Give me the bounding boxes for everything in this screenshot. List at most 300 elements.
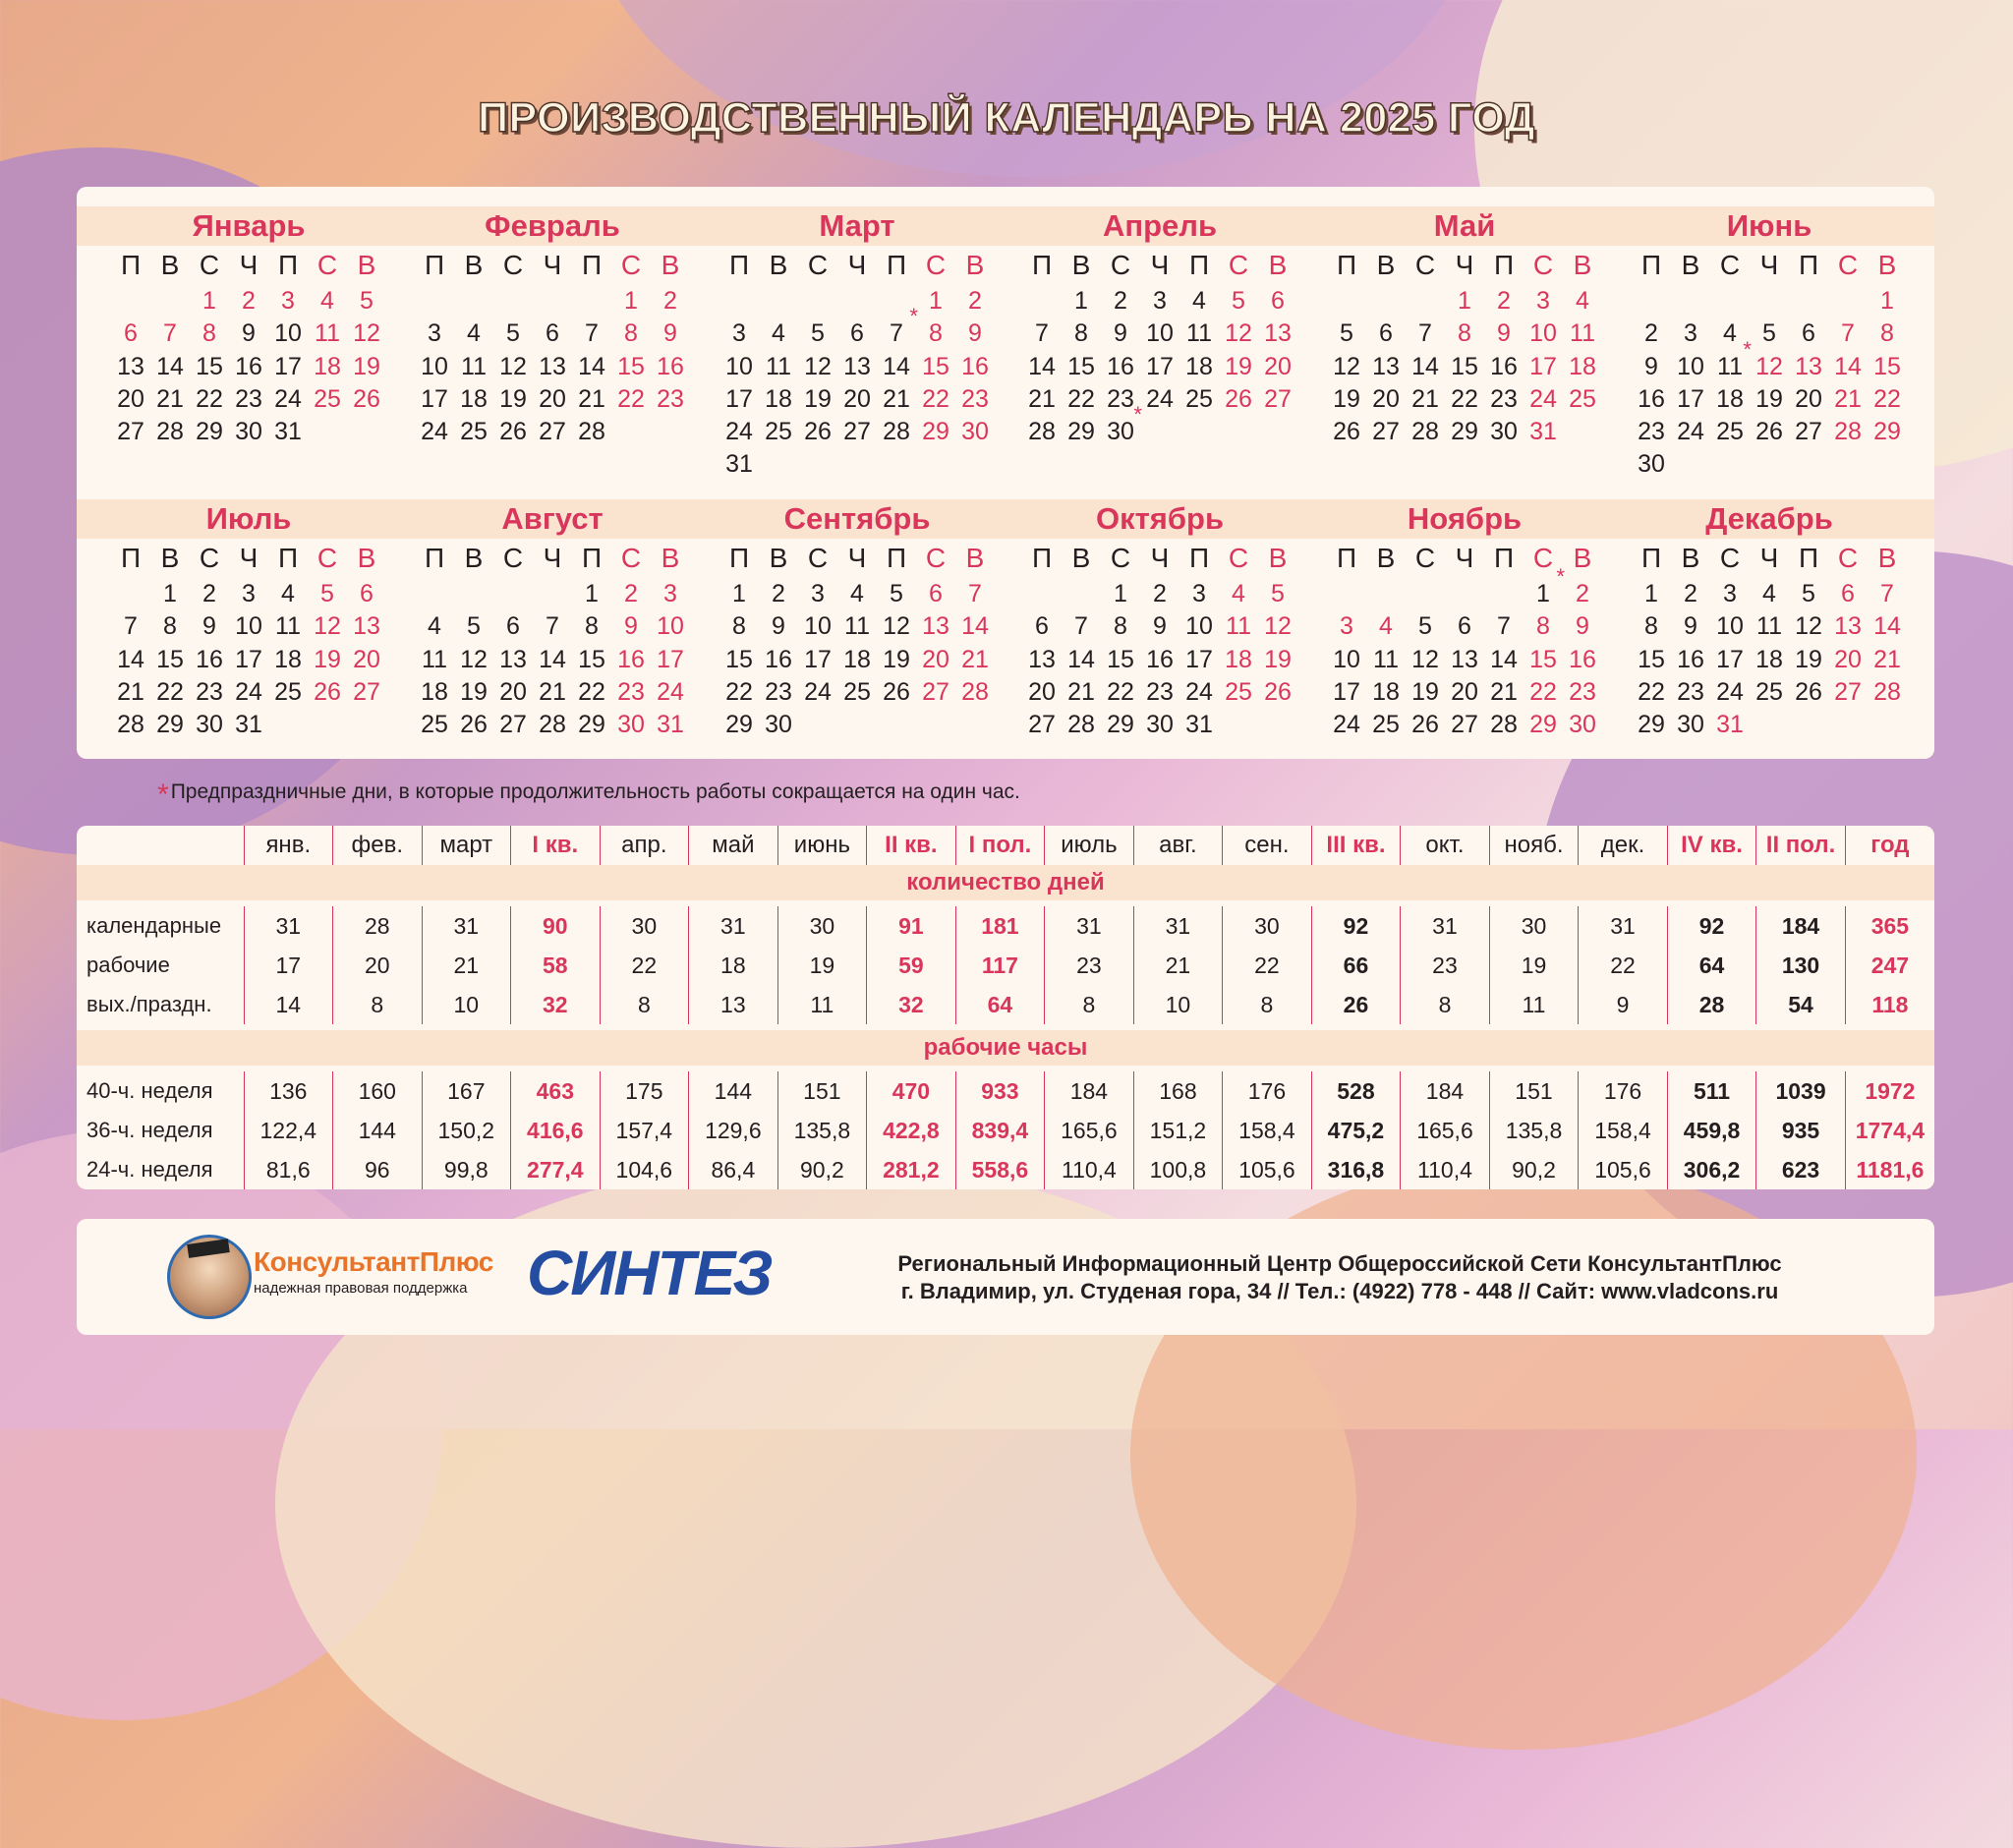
day-cell: 17 <box>1146 352 1174 380</box>
day-cell: 30 * <box>1107 402 1141 446</box>
day-cell: 8 <box>732 612 746 641</box>
table-cell: 365 <box>1845 906 1934 946</box>
weekday-label: Ч <box>1455 250 1474 280</box>
days-grid <box>415 285 721 448</box>
column-header: II кв. <box>867 826 956 865</box>
day-cell: 29 <box>725 711 753 739</box>
column-header: апр. <box>600 826 689 865</box>
weekday-label: Ч <box>1150 250 1170 280</box>
day-cell: 27 <box>1795 418 1822 446</box>
weekday-header <box>719 246 1026 285</box>
weekday-label: С <box>620 543 642 573</box>
column-header: I кв. <box>511 826 601 865</box>
summary-table <box>77 826 1934 1189</box>
column-header: дек. <box>1579 826 1668 865</box>
day-cell: 19 <box>804 384 832 413</box>
day-cell: 1 <box>929 287 943 315</box>
row-label: 24-ч. неделя <box>86 1157 213 1182</box>
day-cell: 16 <box>1146 645 1174 673</box>
day-cell: 26 <box>1333 418 1360 446</box>
weekday-label: С <box>1228 543 1249 573</box>
weekday-label: В <box>1268 543 1288 573</box>
day-cell: 2 <box>1576 580 1589 607</box>
day-cell: 12 <box>804 352 832 380</box>
table-cell: 30 <box>600 906 689 946</box>
weekday-label: С <box>316 250 338 280</box>
day-cell: 19 <box>1755 384 1783 413</box>
table-cell: 1181,6 <box>1845 1150 1934 1189</box>
table-cell: 176 <box>1579 1071 1668 1111</box>
table-cell: 11 <box>777 985 867 1024</box>
weekday-label: В <box>1071 543 1091 573</box>
day-cell: 21 <box>961 645 989 673</box>
empty-cell <box>798 285 837 318</box>
day-cell: 7 <box>1418 319 1432 348</box>
weekday-label: С <box>1110 543 1131 573</box>
column-header: май <box>689 826 778 865</box>
day-cell: 27 <box>1834 677 1862 706</box>
day-cell: 16 <box>235 352 262 380</box>
day-cell: 5 <box>360 287 374 315</box>
table-row <box>77 906 1934 946</box>
month-name: Сентябрь <box>783 501 931 536</box>
day-cell: 18 <box>843 645 871 673</box>
weekday-label: В <box>769 250 788 280</box>
table-cell: 839,4 <box>955 1111 1045 1150</box>
table-cell: 30 <box>1489 906 1579 946</box>
table-cell: 158,4 <box>1223 1111 1312 1150</box>
table-cell: 1774,4 <box>1845 1111 1934 1150</box>
weekday-header <box>1022 246 1329 285</box>
day-cell: 29 <box>1529 711 1557 739</box>
empty-cell <box>1710 285 1750 318</box>
day-cell: 7 * <box>890 304 917 348</box>
day-cell: 24 <box>421 418 448 446</box>
day-cell: 20 <box>539 384 566 413</box>
day-cell: 10 <box>1146 319 1174 348</box>
day-cell: 15 <box>156 645 184 673</box>
empty-cell <box>1828 285 1868 318</box>
table-cell: 511 <box>1667 1071 1756 1111</box>
day-cell: 17 <box>1716 645 1744 673</box>
day-cell: 1 <box>732 580 746 607</box>
footer-info <box>765 1250 1915 1305</box>
day-cell: 5 <box>1802 580 1815 607</box>
table-cell: 129,6 <box>689 1111 778 1150</box>
weekday-label: С <box>502 250 524 280</box>
table-cell: 26 <box>1311 985 1401 1024</box>
day-cell: 19 <box>1411 677 1439 706</box>
weekday-label: В <box>965 543 985 573</box>
day-cell: 1 * <box>1536 564 1564 607</box>
month-block <box>1632 206 1938 482</box>
day-cell: 11 <box>275 612 301 641</box>
day-cell: 5 <box>1418 612 1432 641</box>
weekday-label: С <box>1719 543 1741 573</box>
day-cell: 3 <box>242 580 256 607</box>
days-grid <box>719 578 1026 741</box>
day-cell: 25 <box>460 418 488 446</box>
weekday-header <box>1327 246 1634 285</box>
column-header: янв. <box>244 826 333 865</box>
day-cell: 29 <box>1067 418 1095 446</box>
section-row <box>77 865 1934 900</box>
asterisk-icon: * <box>1555 564 1564 589</box>
weekday-label: С <box>1414 250 1436 280</box>
weekday-header <box>111 539 418 578</box>
day-cell: 25 <box>1755 677 1783 706</box>
day-cell: 27 <box>539 418 566 446</box>
day-cell: 24 <box>235 677 262 706</box>
empty-cell <box>1750 285 1789 318</box>
day-cell: 18 <box>1185 352 1213 380</box>
weekday-label: Ч <box>847 250 867 280</box>
empty-cell <box>150 285 190 318</box>
table-cell: 81,6 <box>244 1150 333 1189</box>
day-cell: 6 <box>1802 319 1815 348</box>
day-cell: 5 <box>1762 319 1776 348</box>
day-cell: 9 <box>624 612 638 641</box>
empty-cell <box>1022 285 1062 318</box>
table-cell: 104,6 <box>600 1150 689 1189</box>
table-cell: 181 <box>955 906 1045 946</box>
weekday-label: Ч <box>1150 543 1170 573</box>
day-cell: 20 <box>1451 677 1478 706</box>
table-cell: 463 <box>511 1071 601 1111</box>
weekday-label: С <box>502 543 524 573</box>
days-grid <box>111 578 418 741</box>
table-cell: 1972 <box>1845 1071 1934 1111</box>
day-cell: 13 <box>353 612 380 641</box>
asterisk-icon: * <box>1742 336 1751 362</box>
empty-cell <box>1632 285 1671 318</box>
day-cell: 13 <box>922 612 949 641</box>
day-cell: 9 <box>772 612 785 641</box>
day-cell: 26 <box>1264 677 1292 706</box>
day-cell: 7 <box>124 612 138 641</box>
day-cell: 29 <box>1873 418 1901 446</box>
day-cell: 26 <box>1225 384 1252 413</box>
month-name: Апрель <box>1102 208 1218 243</box>
weekday-label: П <box>886 250 907 280</box>
table-cell: 20 <box>333 946 423 985</box>
month-block <box>1632 499 1938 741</box>
empty-cell <box>415 285 454 318</box>
day-cell: 21 <box>578 384 605 413</box>
column-header: год <box>1845 826 1934 865</box>
day-cell: 19 <box>1795 645 1822 673</box>
day-cell: 6 <box>124 319 138 348</box>
table-cell: 168 <box>1133 1071 1223 1111</box>
table-cell: 151,2 <box>1133 1111 1223 1150</box>
day-cell: 30 <box>235 418 262 446</box>
day-cell: 28 <box>1411 418 1439 446</box>
weekday-label: С <box>1228 250 1249 280</box>
table-cell: 21 <box>422 946 511 985</box>
day-cell: 14 <box>539 645 566 673</box>
weekday-label: П <box>1188 250 1210 280</box>
weekday-header <box>1632 539 1938 578</box>
month-name: Декабрь <box>1705 501 1833 536</box>
weekday-label: П <box>1336 543 1357 573</box>
weekday-label: В <box>1376 543 1396 573</box>
day-cell: 31 <box>274 418 302 446</box>
day-cell: 2 <box>968 287 982 315</box>
table-cell: 122,4 <box>244 1111 333 1150</box>
day-cell: 12 <box>1225 319 1252 348</box>
day-cell: 22 <box>617 384 645 413</box>
day-cell: 13 <box>843 352 871 380</box>
day-cell: 31 <box>1716 711 1744 739</box>
day-cell: 12 <box>1333 352 1360 380</box>
day-cell: 14 <box>1411 352 1439 380</box>
table-cell: 22 <box>1223 946 1312 985</box>
table-cell: 32 <box>867 985 956 1024</box>
day-cell: 10 <box>657 612 684 641</box>
day-cell: 1 <box>202 287 216 315</box>
day-cell: 19 <box>314 645 341 673</box>
month-name: Январь <box>192 208 306 243</box>
day-cell: 30 <box>617 711 645 739</box>
table-header-row <box>77 826 1934 865</box>
footer-line-2: г. Владимир, ул. Студеная гора, 34 // Тел.: (4922) 778 - 448 // Сайт: www.vladcons.ru <box>900 1279 1779 1303</box>
day-cell: 23 <box>961 384 989 413</box>
weekday-label: П <box>581 543 603 573</box>
table-cell: 150,2 <box>422 1111 511 1150</box>
day-cell: 14 <box>961 612 989 641</box>
day-cell: 4 <box>1762 580 1776 607</box>
row-label: 36-ч. неделя <box>86 1118 213 1142</box>
table-row <box>77 1071 1934 1111</box>
day-cell: 13 <box>1834 612 1862 641</box>
day-cell: 24 <box>1146 384 1174 413</box>
table-cell: 422,8 <box>867 1111 956 1150</box>
weekday-label: С <box>1532 543 1554 573</box>
day-cell: 20 <box>843 384 871 413</box>
table-cell: 18 <box>689 946 778 985</box>
table-cell: 184 <box>1401 1071 1490 1111</box>
day-cell: 24 <box>1333 711 1360 739</box>
day-cell: 22 <box>156 677 184 706</box>
day-cell: 27 <box>353 677 380 706</box>
day-cell: 1 <box>1880 287 1894 315</box>
table-cell: 30 <box>777 906 867 946</box>
day-cell: 14 <box>1067 645 1095 673</box>
days-grid <box>1632 578 1938 741</box>
day-cell: 19 <box>1225 352 1252 380</box>
table-cell: 90,2 <box>777 1150 867 1189</box>
column-header: авг. <box>1133 826 1223 865</box>
day-cell: 30 <box>1638 450 1665 479</box>
month-name: Июнь <box>1726 208 1812 243</box>
empty-cell <box>572 285 611 318</box>
month-name: Март <box>819 208 895 243</box>
day-cell: 19 <box>460 677 488 706</box>
day-cell: 22 <box>1451 384 1478 413</box>
day-cell: 29 <box>1107 711 1134 739</box>
day-cell: 16 <box>961 352 989 380</box>
day-cell: 28 <box>1834 418 1862 446</box>
table-cell: 31 <box>1401 906 1490 946</box>
table-cell: 32 <box>511 985 601 1024</box>
table-cell: 160 <box>333 1071 423 1111</box>
month-block <box>111 499 418 741</box>
day-cell: 29 <box>196 418 223 446</box>
footnote <box>157 773 1020 811</box>
table-cell: 416,6 <box>511 1111 601 1150</box>
day-cell: 3 <box>1723 580 1737 607</box>
day-cell: 23 <box>1569 677 1596 706</box>
day-cell: 24 <box>804 677 832 706</box>
day-cell: 10 <box>1529 319 1557 348</box>
weekday-label: Ч <box>239 250 259 280</box>
table-cell: 176 <box>1223 1071 1312 1111</box>
day-cell: 26 <box>499 418 527 446</box>
table-cell: 135,8 <box>777 1111 867 1150</box>
day-cell: 17 <box>1185 645 1213 673</box>
day-cell: 3 <box>1192 580 1206 607</box>
empty-cell <box>1406 578 1445 610</box>
day-cell: 10 <box>725 352 753 380</box>
day-cell: 17 <box>657 645 684 673</box>
day-cell: 15 <box>578 645 605 673</box>
column-header: I пол. <box>955 826 1045 865</box>
day-cell: 28 <box>117 711 144 739</box>
weekday-label: П <box>728 250 750 280</box>
weekday-label: П <box>120 250 142 280</box>
day-cell: 10 <box>274 319 302 348</box>
table-cell: 470 <box>867 1071 956 1111</box>
column-header: нояб. <box>1489 826 1579 865</box>
month-name: Ноябрь <box>1407 501 1523 536</box>
days-grid <box>111 285 418 448</box>
day-cell: 11 * <box>1717 336 1751 380</box>
table-cell: 247 <box>1845 946 1934 985</box>
weekday-header <box>415 539 721 578</box>
empty-cell <box>1327 285 1366 318</box>
day-cell: 2 <box>202 580 216 607</box>
day-cell: 27 <box>1028 711 1056 739</box>
day-cell: 13 <box>499 645 527 673</box>
weekday-label: П <box>1493 250 1515 280</box>
empty-cell <box>1484 578 1524 610</box>
day-cell: 6 <box>546 319 559 348</box>
day-cell: 13 <box>1264 319 1292 348</box>
weekday-label: В <box>1268 250 1288 280</box>
day-cell: 16 <box>196 645 223 673</box>
days-grid <box>1327 285 1634 448</box>
day-cell: 14 <box>1028 352 1056 380</box>
table-cell: 165,6 <box>1401 1111 1490 1150</box>
day-cell: 20 <box>1834 645 1862 673</box>
day-cell: 11 <box>1186 319 1212 348</box>
weekday-label: С <box>807 250 829 280</box>
table-cell: 8 <box>1401 985 1490 1024</box>
day-cell: 17 <box>1333 677 1360 706</box>
empty-cell <box>454 285 493 318</box>
weekday-label: В <box>1681 250 1700 280</box>
day-cell: 2 <box>1684 580 1697 607</box>
table-cell: 167 <box>422 1071 511 1111</box>
day-cell: 30 <box>1677 711 1704 739</box>
weekday-label: В <box>769 543 788 573</box>
background-shape <box>590 0 1474 177</box>
day-cell: 13 <box>1451 645 1478 673</box>
day-cell: 8 <box>624 319 638 348</box>
table-cell: 28 <box>333 906 423 946</box>
day-cell: 30 <box>961 418 989 446</box>
day-cell: 25 <box>1372 711 1400 739</box>
day-cell: 29 <box>156 711 184 739</box>
day-cell: 7 <box>968 580 982 607</box>
table-cell: 558,6 <box>955 1150 1045 1189</box>
month-block <box>719 206 1026 482</box>
weekday-label: Ч <box>1759 543 1779 573</box>
day-cell: 25 <box>1185 384 1213 413</box>
day-cell: 20 <box>353 645 380 673</box>
table-cell: 58 <box>511 946 601 985</box>
day-cell: 30 <box>765 711 792 739</box>
empty-cell <box>1022 578 1062 610</box>
day-cell: 31 <box>1529 418 1557 446</box>
day-cell: 23 <box>1107 384 1134 413</box>
day-cell: 27 <box>1372 418 1400 446</box>
day-cell: 27 <box>499 711 527 739</box>
weekday-label: Ч <box>239 543 259 573</box>
table-cell: 8 <box>600 985 689 1024</box>
weekday-label: П <box>1188 543 1210 573</box>
day-cell: 11 <box>315 319 340 348</box>
day-cell: 11 <box>461 352 487 380</box>
days-grid <box>1327 564 1634 741</box>
column-header: июнь <box>777 826 867 865</box>
column-header: IV кв. <box>1667 826 1756 865</box>
day-cell: 9 <box>1114 319 1127 348</box>
weekday-label: В <box>464 543 484 573</box>
table-cell: 31 <box>1045 906 1134 946</box>
table-corner <box>77 826 244 865</box>
weekday-label: С <box>1837 250 1859 280</box>
weekday-label: В <box>160 250 180 280</box>
day-cell: 6 <box>506 612 520 641</box>
empty-cell <box>1327 578 1366 610</box>
weekday-label: С <box>1414 543 1436 573</box>
table-cell: 10 <box>1133 985 1223 1024</box>
day-cell: 22 <box>1067 384 1095 413</box>
day-cell: 25 <box>314 384 341 413</box>
day-cell: 11 <box>1570 319 1595 348</box>
month-name: Август <box>501 501 604 536</box>
table-cell: 130 <box>1756 946 1846 985</box>
table-cell: 54 <box>1756 985 1846 1024</box>
day-cell: 11 <box>422 645 447 673</box>
weekday-header <box>111 246 418 285</box>
table-cell: 158,4 <box>1579 1111 1668 1150</box>
day-cell: 31 <box>657 711 684 739</box>
day-cell: 2 <box>1114 287 1127 315</box>
day-cell: 15 <box>725 645 753 673</box>
table-cell: 144 <box>333 1111 423 1150</box>
day-cell: 3 <box>732 319 746 348</box>
day-cell: 9 <box>1153 612 1167 641</box>
day-cell: 11 <box>844 612 870 641</box>
day-cell: 31 <box>725 450 753 479</box>
table-cell: 1039 <box>1756 1071 1846 1111</box>
consultant-tagline: надежная правовая поддержка <box>254 1280 468 1297</box>
day-cell: 2 <box>1153 580 1167 607</box>
days-grid <box>1022 578 1329 741</box>
table-cell: 8 <box>1045 985 1134 1024</box>
